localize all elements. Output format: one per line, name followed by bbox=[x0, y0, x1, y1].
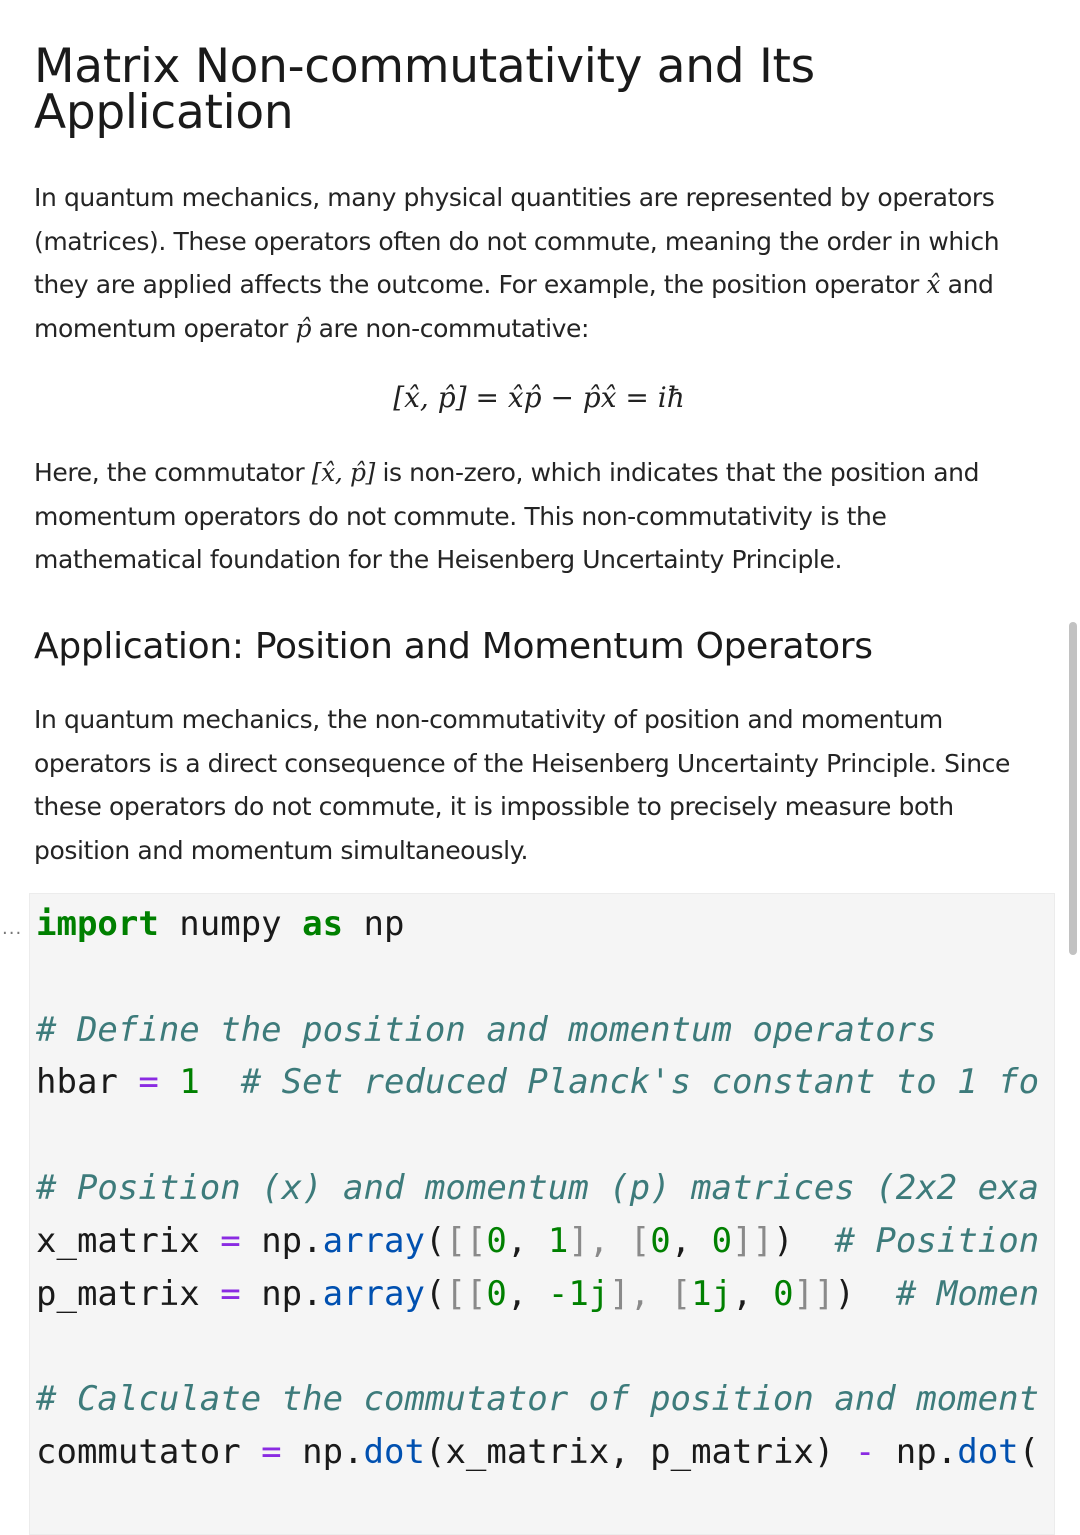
momentum-operator-symbol: p̂ bbox=[295, 313, 312, 343]
paren-close: ) bbox=[773, 1220, 794, 1261]
commutator-equation: [x̂, p̂] = x̂p̂ − p̂x̂ = iħ bbox=[393, 381, 685, 414]
intro-text-start: In quantum mechanics, many physical quantities are represented by operators (matrices). These operators often do not commute, meaning the order in which they are applied affects the outcome. For example, the position operator bbox=[34, 183, 1000, 299]
array-function: array bbox=[322, 1273, 425, 1314]
commutator-paragraph bbox=[34, 451, 1034, 582]
paren-close: ) bbox=[834, 1273, 855, 1314]
keyword-import: import bbox=[36, 904, 159, 944]
code-line-1 bbox=[36, 904, 405, 944]
separator: , bbox=[506, 1220, 548, 1261]
p-matrix-comment: # Momen bbox=[854, 1273, 1040, 1314]
assign-operator: = bbox=[220, 1220, 241, 1261]
np-prefix: np. bbox=[281, 1431, 364, 1472]
keyword-as: as bbox=[302, 904, 344, 944]
matrix-value: 0 bbox=[773, 1273, 794, 1314]
code-line-x-matrix bbox=[36, 1221, 1039, 1261]
dot-function: dot bbox=[957, 1431, 1019, 1472]
cell-collapse-ellipsis[interactable]: ... bbox=[2, 918, 23, 939]
matrix-value: 0 bbox=[650, 1220, 671, 1261]
module-alias: np bbox=[343, 904, 405, 944]
commutator-text-start: Here, the commutator bbox=[34, 458, 312, 487]
code-block[interactable] bbox=[36, 898, 1039, 1479]
var-hbar: hbar bbox=[36, 1062, 139, 1103]
dot-function: dot bbox=[363, 1431, 425, 1472]
matrix-value: 0 bbox=[486, 1220, 507, 1261]
section-heading: Application: Position and Momentum Operators bbox=[34, 626, 873, 667]
position-operator-symbol: x̂ bbox=[926, 270, 941, 299]
page-title: Matrix Non-commutativity and Its Application bbox=[34, 39, 815, 140]
var-p-matrix: p_matrix bbox=[36, 1273, 221, 1314]
array-function: array bbox=[322, 1220, 425, 1261]
code-line-hbar bbox=[36, 1062, 1039, 1102]
hbar-comment: # Set reduced Planck's constant to 1 fo bbox=[199, 1062, 1040, 1103]
matrix-value: 0 bbox=[486, 1273, 507, 1314]
np-prefix: np. bbox=[240, 1220, 323, 1261]
assign-operator: = bbox=[138, 1062, 159, 1103]
bracket: ], [ bbox=[568, 1220, 651, 1261]
code-comment-define: # Define the position and momentum operators bbox=[36, 1009, 937, 1050]
code-comment-matrices: # Position (x) and momentum (p) matrices (2x2 exa bbox=[36, 1167, 1040, 1208]
vertical-scrollbar-thumb[interactable] bbox=[1069, 622, 1077, 955]
paren-open: ( bbox=[424, 1273, 446, 1314]
bracket: ]] bbox=[732, 1220, 774, 1261]
minus-operator: - bbox=[854, 1431, 876, 1472]
paren-open: ( bbox=[424, 1220, 446, 1261]
separator: , bbox=[670, 1220, 712, 1261]
application-paragraph: In quantum mechanics, the non-commutativity of position and momentum operators is a direct consequence of the Heisenberg Uncertainty Principle. Since these operators do not commute, it is impossible to precisely measure both position and momentum simultaneously. bbox=[34, 705, 1010, 865]
intro-paragraph bbox=[34, 176, 1034, 350]
code-line-p-matrix bbox=[36, 1274, 1039, 1314]
intro-text-mid: and momentum operator bbox=[34, 270, 994, 343]
commutator-text-end: is non-zero, which indicates that the position and momentum operators do not commute. This non-commutativity is the mathematical foundation for the Heisenberg Uncertainty Principle. bbox=[34, 458, 980, 574]
code-line-commutator bbox=[36, 1432, 1039, 1472]
hbar-value: 1 bbox=[158, 1062, 200, 1103]
var-commutator: commutator bbox=[36, 1431, 262, 1472]
matrix-value: -1j bbox=[547, 1273, 610, 1314]
separator: , bbox=[506, 1273, 548, 1314]
bracket: [[ bbox=[445, 1220, 487, 1261]
matrix-value: 1j bbox=[691, 1273, 733, 1314]
matrix-value: 1 bbox=[547, 1220, 569, 1261]
paren-open: ( bbox=[1018, 1431, 1040, 1472]
matrix-value: 0 bbox=[711, 1220, 733, 1261]
np-prefix: np. bbox=[240, 1273, 323, 1314]
code-cell[interactable] bbox=[29, 893, 1055, 1535]
module-name: numpy bbox=[158, 904, 303, 944]
np-prefix: np. bbox=[875, 1431, 958, 1472]
separator: , bbox=[732, 1273, 774, 1314]
code-comment-commutator: # Calculate the commutator of position and moment bbox=[36, 1379, 1040, 1420]
intro-text-end: are non-commutative: bbox=[311, 313, 590, 343]
assign-operator: = bbox=[220, 1273, 241, 1314]
assign-operator: = bbox=[261, 1431, 282, 1472]
bracket: [[ bbox=[445, 1273, 487, 1314]
bracket: ]] bbox=[793, 1273, 835, 1314]
dot-arguments: (x_matrix, p_matrix) bbox=[424, 1431, 855, 1472]
x-matrix-comment: # Position bbox=[793, 1220, 1040, 1261]
var-x-matrix: x_matrix bbox=[36, 1220, 221, 1261]
commutator-symbol: [x̂, p̂] bbox=[311, 458, 375, 487]
bracket: ], [ bbox=[609, 1273, 692, 1314]
